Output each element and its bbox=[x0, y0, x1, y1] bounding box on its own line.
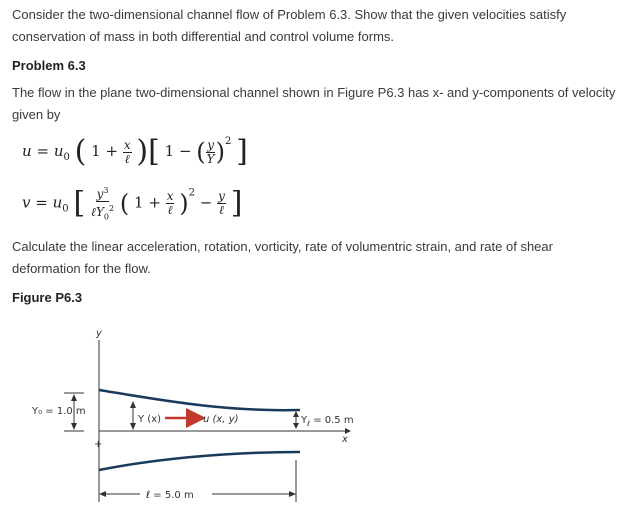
intro-paragraph: Consider the two-dimensional channel flow of Problem 6.3. Show that the given velocities satisfy conservation of mass in both differential and control volume forms. bbox=[12, 7, 567, 44]
y-axis-label: y bbox=[96, 328, 102, 339]
length-label: ℓ = 5.0 m bbox=[146, 490, 194, 501]
lower-wall bbox=[99, 452, 300, 470]
yx-label: Y (x) bbox=[138, 414, 162, 425]
figure-heading: Figure P6.3 bbox=[12, 290, 83, 305]
upper-wall bbox=[99, 390, 300, 410]
problem-text: The flow in the plane two-dimensional channel shown in Figure P6.3 has x- and y-components of velocity given by bbox=[12, 85, 616, 122]
v-equation: $v = u_0$ [ $\frac{y^3}{\ell Y_0^2}$ ( 1 + $\frac{x}{\text{ℓ}}$ )$^2$ − $\frac{y}{\text{ℓ}}$ ] bbox=[22, 185, 243, 222]
x-axis-label: x bbox=[342, 434, 348, 445]
uxy-label: u (x, y) bbox=[203, 414, 239, 425]
u-equation: $u = u_0$ ( 1 + $\frac{x}{\text{ℓ}}$ )[ 1 − ( $\frac{y}{Y}$ )$^2$ ] bbox=[22, 134, 248, 169]
y0-label: Y₀ = 1.0 m bbox=[32, 406, 86, 417]
ye-label: $Y_\ell = 0.5$ m bbox=[301, 415, 354, 428]
problem-heading: Problem 6.3 bbox=[12, 58, 86, 73]
origin-plus: + bbox=[94, 439, 103, 450]
question-paragraph: Calculate the linear acceleration, rotation, vorticity, rate of volumentric strain, and rate of shear deformation for the flow. bbox=[12, 239, 553, 276]
